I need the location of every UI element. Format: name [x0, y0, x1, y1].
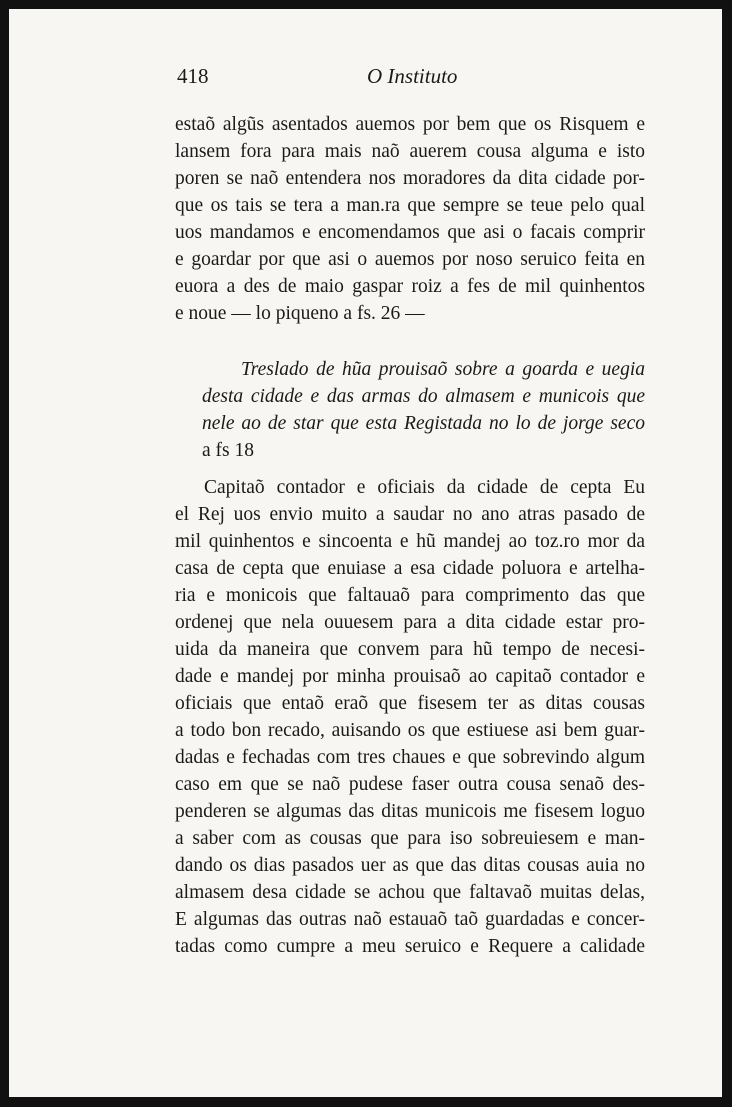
text-line: e noue — lo piqueno a fs. 26 — [175, 303, 425, 324]
heading-line: Treslado de hũa prouisaõ sobre a goarda e uegia [241, 359, 645, 380]
heading-line: a fs 18 [202, 440, 254, 461]
text-line: poren se naõ entendera nos moradores da dita cidade por- [175, 168, 645, 189]
text-line: dadas e fechadas com tres chaues e que sobrevindo algum [175, 747, 645, 768]
text-line: casa de cepta que enuiase a esa cidade poluora e artelha- [175, 558, 645, 579]
text-line: almasem desa cidade se achou que faltavaõ muitas delas, [175, 882, 645, 903]
text-line: e goardar por que asi o auemos por noso seruico feita en [175, 249, 645, 270]
text-line: uos mandamos e encomendamos que asi o facais comprir [175, 222, 645, 243]
text-line: dando os dias pasados uer as que das ditas cousas auia no [175, 855, 645, 876]
text-line: Capitaõ contador e oficiais da cidade de cepta Eu [204, 477, 645, 498]
text-line: E algumas das outras naõ estauaõ taõ guardadas e concer- [175, 909, 645, 930]
text-line: que os tais se tera a man.ra que sempre se teue pelo qual [175, 195, 645, 216]
text-line: mil quinhentos e sincoenta e hũ mandej ao toz.ro mor da [175, 531, 645, 552]
running-title: O Instituto [367, 64, 458, 88]
text-line: el Rej uos envio muito a saudar no ano atras pasado de [175, 504, 645, 525]
text-line: euora a des de maio gaspar roiz a fes de mil quinhentos [175, 276, 645, 297]
heading-line: desta cidade e das armas do almasem e municois que [202, 386, 645, 407]
text-line: tadas como cumpre a meu seruico e Requere a calidade [175, 936, 645, 957]
text-line: caso em que se naõ pudese faser outra cousa senaõ des- [175, 774, 645, 795]
heading-line: nele ao de star que esta Registada no lo de jorge seco [202, 413, 645, 434]
text-line: oficiais que entaõ eraõ que fisesem ter as ditas cousas [175, 693, 645, 714]
text-line: estaõ algũs asentados auemos por bem que os Risquem e [175, 114, 645, 135]
text-line: a todo bon recado, auisando os que estiuese asi bem guar- [175, 720, 645, 741]
text-line: a saber com as cousas que para iso sobreuiesem e man- [175, 828, 645, 849]
text-line: penderen se algumas das ditas municois me fisesem loguo [175, 801, 645, 822]
page-number: 418 [177, 64, 209, 88]
text-line: ria e monicois que faltauaõ para comprimento das que [175, 585, 645, 606]
text-line: uida da maneira que convem para hũ tempo de necesi- [175, 639, 645, 660]
page-header [177, 64, 647, 94]
text-line: ordenej que nela ouuesem para a dita cidade estar pro- [175, 612, 645, 633]
text-line: lansem fora para mais naõ auerem cousa alguma e isto [175, 141, 645, 162]
text-line: dade e mandej por minha prouisaõ ao capitaõ contador e [175, 666, 645, 687]
